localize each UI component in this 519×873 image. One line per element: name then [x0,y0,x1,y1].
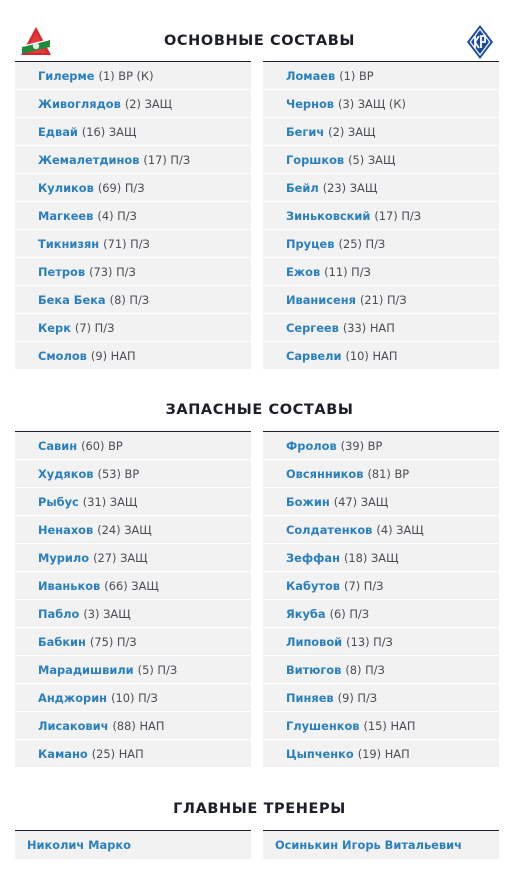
player-name-link[interactable]: Куликов [38,180,94,195]
player-number-position: (39) ВР [340,438,383,453]
player-number-position: (53) ВР [97,466,140,481]
player-name-link[interactable]: Солдатенков [286,522,373,537]
player-row [15,286,251,314]
player-row [15,740,251,768]
player-row [15,460,251,488]
player-number-position: (10) НАП [345,348,398,363]
player-row [15,118,251,146]
player-name-link[interactable]: Зеффан [286,550,340,565]
home-coach [15,830,251,859]
player-name-link[interactable]: Гилерме [38,68,95,83]
player-number-position: (19) НАП [357,746,410,761]
player-row [263,342,499,370]
player-number-position: (4) П/З [97,208,137,223]
player-number-position: (24) ЗАЩ [97,522,152,537]
player-number-position: (10) П/З [111,690,158,705]
player-number-position: (25) П/З [338,236,386,251]
player-row [263,460,499,488]
player-name-link[interactable]: Глушенков [286,718,360,733]
player-number-position: (47) ЗАЩ [333,494,389,509]
player-name-link[interactable]: Керк [38,320,71,335]
player-name-link[interactable]: Рыбус [38,494,79,509]
starting-home-list [15,61,251,370]
player-row [15,202,251,230]
player-name-link[interactable]: Смолов [38,348,87,363]
player-name-link[interactable]: Кабутов [286,578,341,593]
player-number-position: (5) ЗАЩ [348,152,396,167]
player-number-position: (17) П/З [143,152,191,167]
player-row [263,656,499,684]
player-name-link[interactable]: Анджорин [38,690,108,705]
player-row [263,740,499,768]
away-coach-name[interactable]: Осинькин Игорь Витальевич [263,831,499,859]
player-row [263,118,499,146]
player-number-position: (6) П/З [329,606,370,621]
player-name-link[interactable]: Пабло [38,606,80,621]
player-name-link[interactable]: Савин [38,438,78,453]
player-name-link[interactable]: Тикнизян [38,236,100,251]
player-number-position: (7) П/З [344,578,384,593]
player-number-position: (27) ЗАЩ [93,550,148,565]
player-row [263,516,499,544]
player-row [15,146,251,174]
player-number-position: (4) ЗАЩ [376,522,424,537]
player-name-link[interactable]: Сергеев [286,320,339,335]
player-name-link[interactable]: Ежов [286,264,321,279]
player-number-position: (15) НАП [363,718,416,733]
player-row [15,600,251,628]
player-number-position: (18) ЗАЩ [343,550,399,565]
player-name-link[interactable]: Живоглядов [38,96,121,111]
player-row [263,90,499,118]
player-name-link[interactable]: Худяков [38,466,94,481]
player-row [15,628,251,656]
player-row [263,572,499,600]
player-number-position: (60) ВР [81,438,123,453]
player-name-link[interactable]: Бегич [286,124,325,139]
substitutes-title: ЗАПАСНЫЕ СОСТАВЫ [165,402,354,418]
player-name-link[interactable]: Фролов [286,438,337,453]
player-row [15,488,251,516]
player-number-position: (75) П/З [89,634,137,649]
player-number-position: (8) П/З [345,662,385,677]
player-row [263,174,499,202]
player-row [263,600,499,628]
player-row [263,202,499,230]
player-number-position: (81) ВР [367,466,410,481]
player-row [15,572,251,600]
player-name-link[interactable]: Овсянников [286,466,364,481]
player-row [263,286,499,314]
player-number-position: (8) П/З [109,292,150,307]
player-row [263,432,499,460]
player-name-link[interactable]: Иванисеня [286,292,356,307]
player-number-position: (13) П/З [346,634,393,649]
player-name-link[interactable]: Пруцев [286,236,335,251]
player-number-position: (21) П/З [359,292,407,307]
player-row [15,516,251,544]
player-row [263,258,499,286]
player-number-position: (25) НАП [91,746,144,761]
player-row [15,258,251,286]
player-number-position: (5) П/З [137,662,178,677]
player-number-position: (66) ЗАЩ [104,578,159,593]
player-name-link[interactable]: Чернов [286,96,334,111]
player-name-link[interactable]: Цыпченко [286,746,354,761]
player-name-link[interactable]: Мурило [38,550,90,565]
player-name-link[interactable]: Едвай [38,124,78,139]
player-name-link[interactable]: Камано [38,746,88,761]
player-row [15,656,251,684]
player-row [263,684,499,712]
player-number-position: (7) П/З [74,320,115,335]
player-row [15,62,251,90]
player-number-position: (17) П/З [374,208,422,223]
home-coach-name[interactable]: Николич Марко [15,831,251,859]
player-name-link[interactable]: Лисакович [38,718,109,733]
player-name-link[interactable]: Сарвели [286,348,342,363]
player-row [15,712,251,740]
player-row [263,628,499,656]
player-row [263,488,499,516]
player-number-position: (3) ЗАЩ (К) [338,96,406,111]
player-name-link[interactable]: Жемалетдинов [38,152,140,167]
player-row [15,684,251,712]
player-number-position: (2) ЗАЩ [124,96,173,111]
player-number-position: (23) ЗАЩ [322,180,378,195]
player-name-link[interactable]: Бейл [286,180,319,195]
player-number-position: (16) ЗАЩ [81,124,137,139]
player-name-link[interactable]: Зиньковский [286,208,371,223]
substitutes-away-list [263,431,499,768]
player-number-position: (33) НАП [342,320,395,335]
substitutes-home-list [15,431,251,768]
player-row [15,90,251,118]
player-row [15,342,251,370]
player-row [15,314,251,342]
player-number-position: (69) П/З [97,180,145,195]
player-number-position: (71) П/З [103,236,150,251]
player-name-link[interactable]: Витюгов [286,662,342,677]
player-number-position: (9) НАП [90,348,136,363]
starting-lineups-title: ОСНОВНЫЕ СОСТАВЫ [164,33,355,49]
player-name-link[interactable]: Петров [38,264,86,279]
player-name-link[interactable]: Липовой [286,634,343,649]
player-number-position: (9) П/З [337,690,378,705]
player-row [263,544,499,572]
player-name-link[interactable]: Бека Бека [38,292,106,307]
player-row [15,544,251,572]
player-row [15,432,251,460]
player-row [15,230,251,258]
player-number-position: (1) ВР (К) [98,68,154,83]
player-name-link[interactable]: Магкеев [38,208,94,223]
coaches-title: ГЛАВНЫЕ ТРЕНЕРЫ [173,801,346,817]
player-name-link[interactable]: Ненахов [38,522,94,537]
player-row [263,146,499,174]
player-row [15,174,251,202]
player-number-position: (73) П/З [89,264,136,279]
player-name-link[interactable]: Марадишвили [38,662,134,677]
player-number-position: (88) НАП [112,718,165,733]
player-row [263,712,499,740]
player-number-position: (31) ЗАЩ [82,494,138,509]
player-number-position: (1) ВР [339,68,374,83]
player-row [263,314,499,342]
player-name-link[interactable]: Якуба [286,606,326,621]
away-coach [263,830,499,859]
player-name-link[interactable]: Божин [286,494,330,509]
player-row [263,62,499,90]
player-name-link[interactable]: Иваньков [38,578,101,593]
starting-away-list [263,61,499,370]
player-number-position: (3) ЗАЩ [83,606,131,621]
player-name-link[interactable]: Горшков [286,152,345,167]
player-row [263,230,499,258]
player-number-position: (11) П/З [324,264,371,279]
player-name-link[interactable]: Пиняев [286,690,334,705]
player-number-position: (2) ЗАЩ [328,124,376,139]
player-name-link[interactable]: Ломаев [286,68,336,83]
player-name-link[interactable]: Бабкин [38,634,86,649]
